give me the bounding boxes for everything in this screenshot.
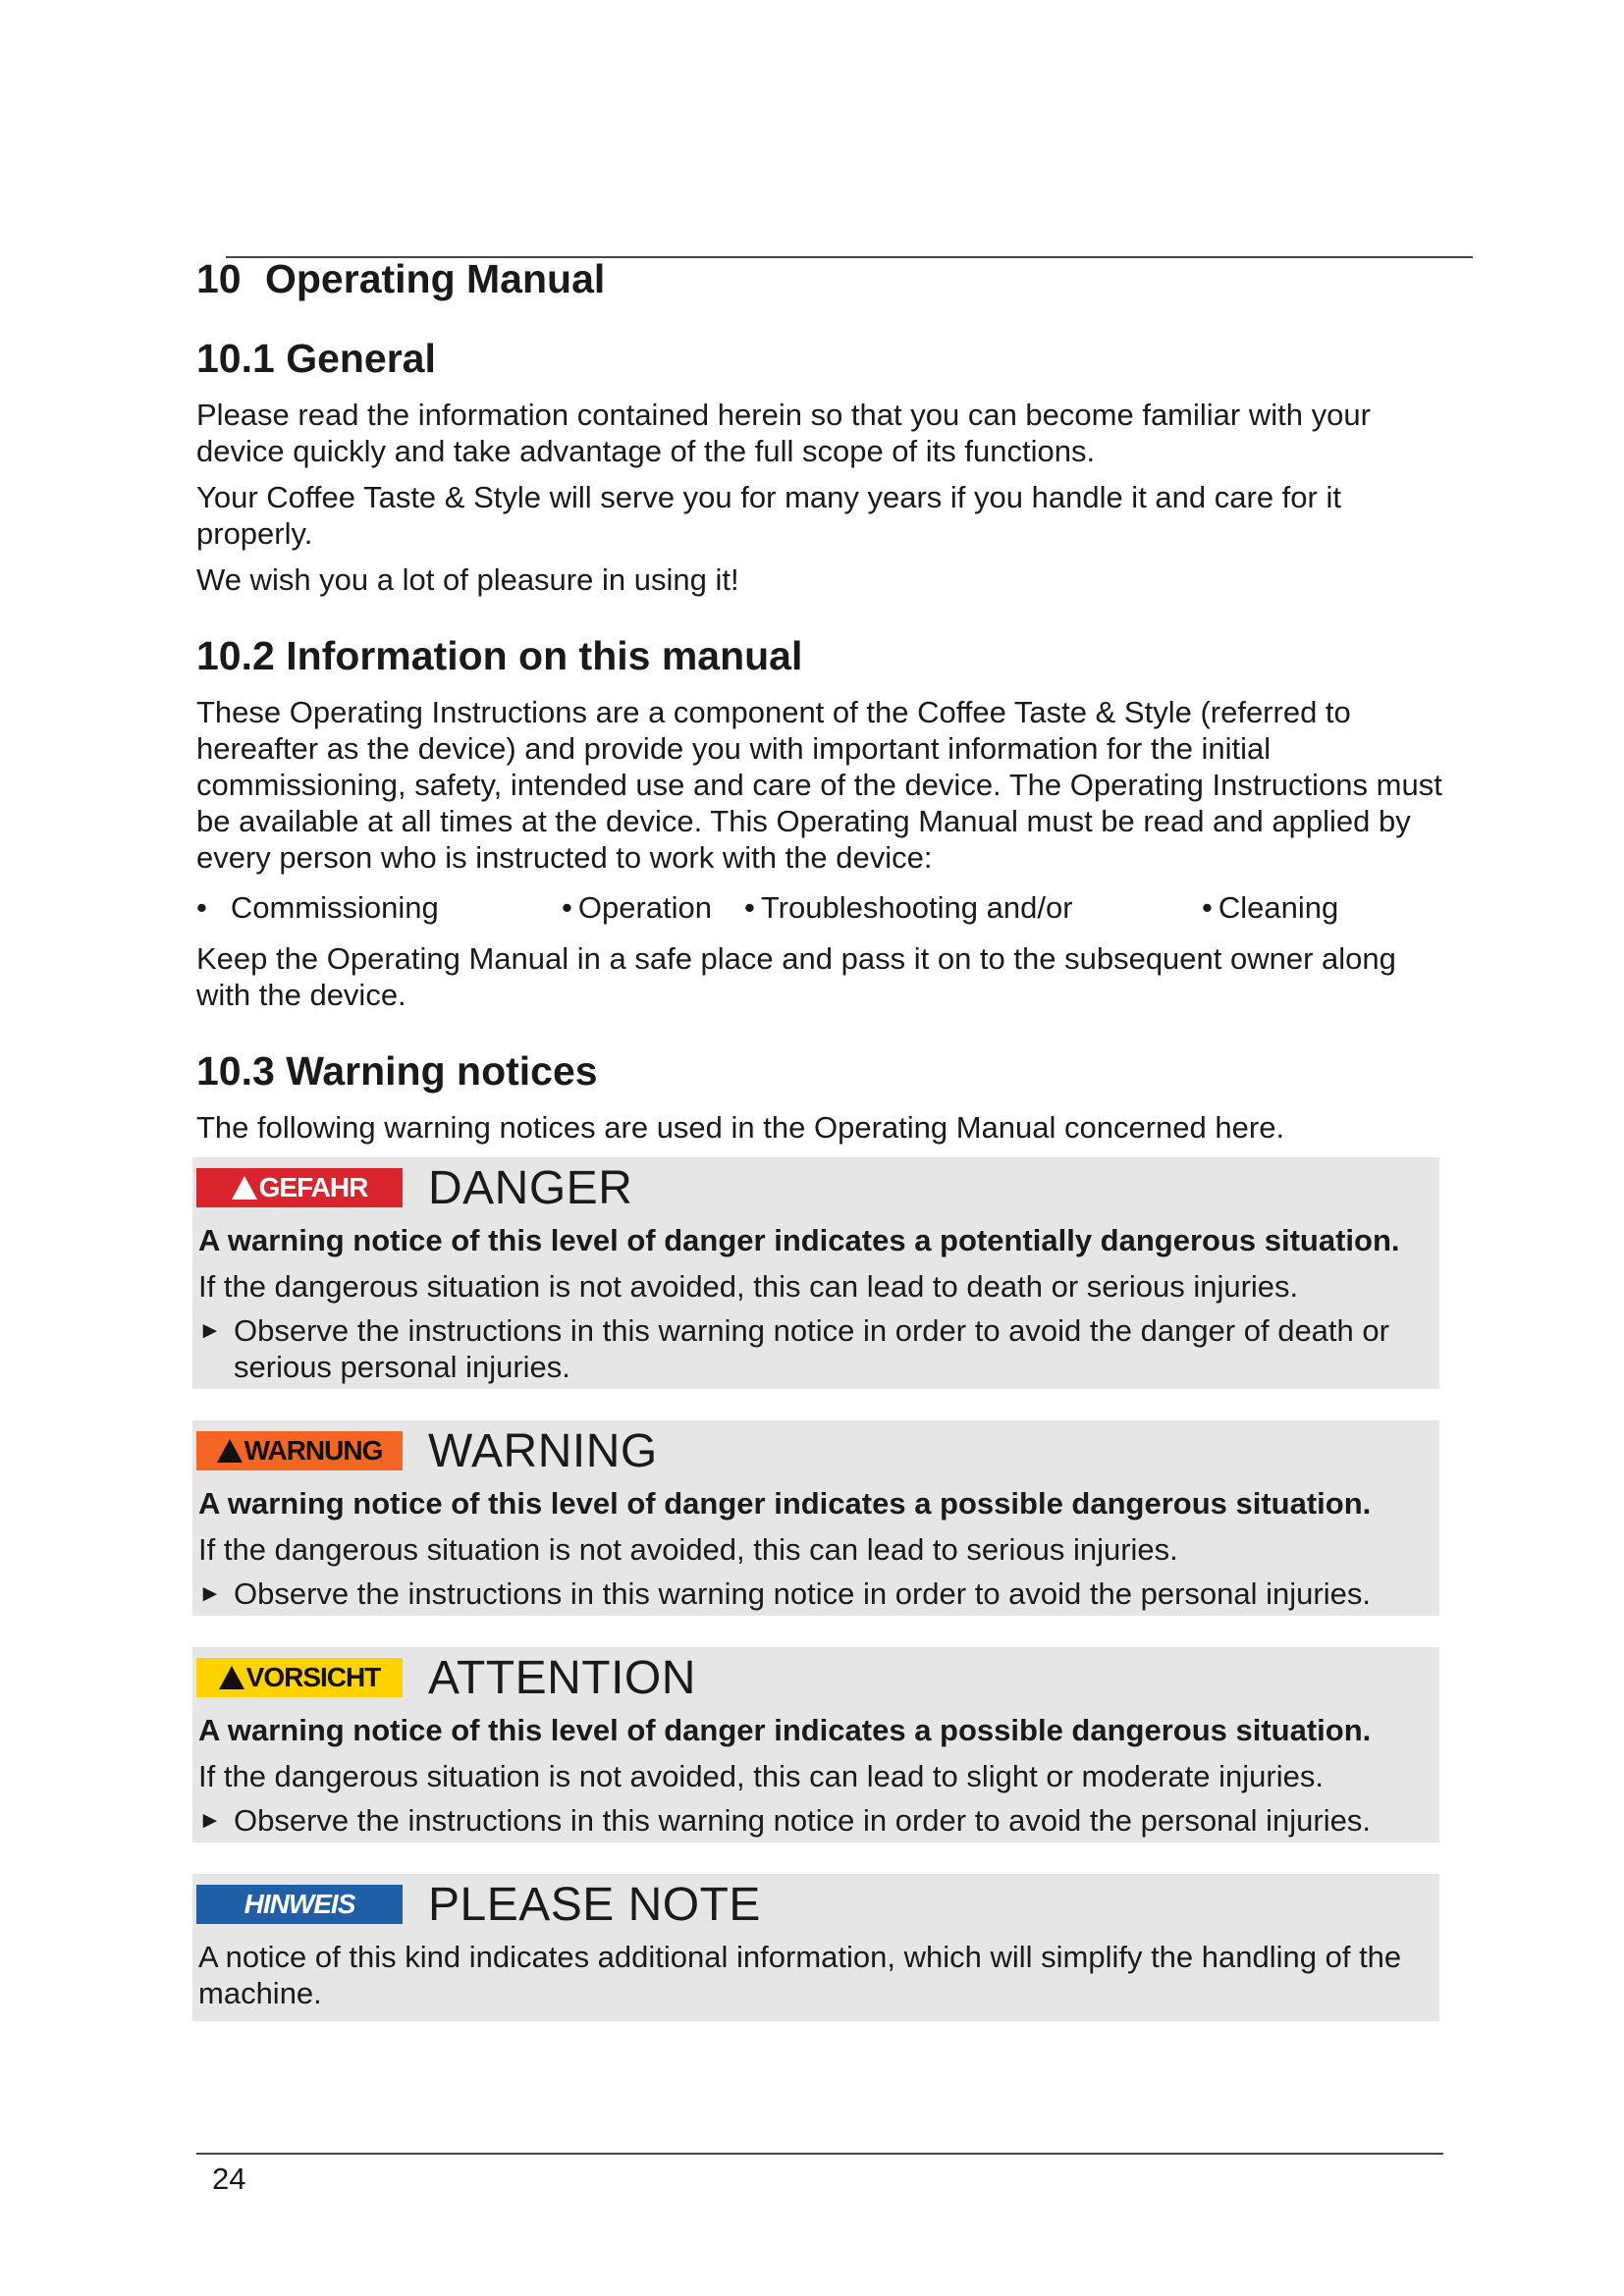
- page-content: [196, 253, 1445, 2053]
- caution-badge: [196, 1658, 403, 1697]
- section-heading-general: 10.1 General: [196, 336, 436, 381]
- arrow-right-icon: ►: [198, 1580, 222, 1607]
- list-item-label: Cleaning: [1218, 890, 1339, 925]
- badge-label: HINWEIS: [244, 1889, 355, 1919]
- notice-consequence: If the dangerous situation is not avoided, this can lead to serious injuries.: [198, 1532, 1178, 1567]
- notice-title: ATTENTION: [428, 1651, 696, 1704]
- notice-title: PLEASE NOTE: [428, 1878, 761, 1931]
- notice-instruction: [198, 1575, 1435, 1612]
- section-general: [196, 334, 1445, 598]
- notice-header: [196, 1878, 1435, 1931]
- badge-label: WARNUNG: [244, 1435, 383, 1466]
- notice-warning: [192, 1420, 1439, 1616]
- paragraph: Keep the Operating Manual in a safe place and pass it on to the subsequent owner along with the device.: [196, 941, 1396, 1012]
- list-item: [1202, 889, 1338, 926]
- section-heading-warnings: 10.3 Warning notices: [196, 1048, 598, 1094]
- notice-definition: A warning notice of this level of danger indicates a possible dangerous situation.: [198, 1486, 1372, 1521]
- warning-triangle-icon: [217, 1439, 243, 1463]
- paragraph: These Operating Instructions are a component of the Coffee Taste & Style (referred to hereafter as the device) and provide you with important information for the initial commissioning, safety, intended use and care of the device. The Operating Instructions must be available at all times at the device. This Operating Manual must be read and applied by every person who is instructed to work with the device:: [196, 695, 1442, 875]
- chapter-number: 10: [196, 256, 242, 301]
- notice-instruction: [198, 1802, 1435, 1839]
- list-item-label: Troubleshooting and/or: [760, 890, 1073, 925]
- note-badge: [196, 1885, 403, 1924]
- paragraph: Please read the information contained herein so that you can become familiar with your device quickly and take advantage of the full scope of its functions.: [196, 398, 1371, 468]
- notice-definition: A warning notice of this level of danger indicates a potentially dangerous situation.: [198, 1223, 1400, 1257]
- notice-please-note: [192, 1874, 1439, 2021]
- paragraph: Your Coffee Taste & Style will serve you for many years if you handle it and care for it properly.: [196, 480, 1341, 551]
- notice-consequence: A notice of this kind indicates additional information, which will simplify the handling of the machine.: [198, 1940, 1402, 2010]
- notice-danger: [192, 1157, 1439, 1389]
- footer-rule: [196, 2153, 1443, 2155]
- page-number: 24: [212, 2162, 246, 2196]
- notice-instruction: [198, 1312, 1435, 1385]
- paragraph: We wish you a lot of pleasure in using it!: [196, 562, 739, 597]
- notice-title: WARNING: [428, 1424, 658, 1477]
- list-item: [562, 889, 712, 926]
- notice-definition: A warning notice of this level of danger indicates a possible dangerous situation.: [198, 1713, 1372, 1747]
- danger-badge: [196, 1168, 403, 1207]
- list-item-label: Commissioning: [230, 890, 439, 925]
- chapter-title: Operating Manual: [265, 256, 606, 301]
- instruction-text: Observe the instructions in this warning notice in order to avoid the personal injuries.: [234, 1576, 1371, 1611]
- notice-consequence: If the dangerous situation is not avoided, this can lead to slight or moderate injuries.: [198, 1759, 1324, 1793]
- list-item: [196, 889, 439, 926]
- badge-label: GEFAHR: [258, 1172, 368, 1202]
- warning-badge: [196, 1431, 403, 1470]
- notice-consequence: If the dangerous situation is not avoided, this can lead to death or serious injuries.: [198, 1269, 1299, 1304]
- arrow-right-icon: ►: [198, 1807, 222, 1834]
- bullet-glyph: •: [196, 890, 207, 925]
- paragraph: The following warning notices are used in the Operating Manual concerned here.: [196, 1110, 1285, 1145]
- notice-caution: [192, 1647, 1439, 1842]
- instruction-text: Observe the instructions in this warning notice in order to avoid the personal injuries.: [234, 1803, 1371, 1838]
- bullet-glyph: •: [1202, 890, 1213, 925]
- list-item-label: Operation: [577, 890, 712, 925]
- arrow-right-icon: ►: [198, 1317, 222, 1344]
- section-warning-notices: [196, 1046, 1445, 2021]
- chapter-heading: [196, 253, 1445, 304]
- section-heading-manual-info: 10.2 Information on this manual: [196, 633, 803, 678]
- notice-header: [196, 1424, 1435, 1477]
- list-item: [744, 889, 1073, 926]
- bullet-glyph: •: [562, 890, 572, 925]
- notice-header: [196, 1651, 1435, 1704]
- bullet-list: [196, 889, 1445, 929]
- warning-triangle-icon: [219, 1666, 244, 1689]
- bullet-glyph: •: [744, 890, 755, 925]
- notice-header: [196, 1161, 1435, 1214]
- section-manual-info: [196, 631, 1445, 1013]
- instruction-text: Observe the instructions in this warning notice in order to avoid the danger of death or serious personal injuries.: [234, 1313, 1389, 1384]
- warning-triangle-icon: [232, 1176, 257, 1200]
- badge-label: VORSICHT: [245, 1662, 381, 1692]
- notice-title: DANGER: [428, 1161, 633, 1214]
